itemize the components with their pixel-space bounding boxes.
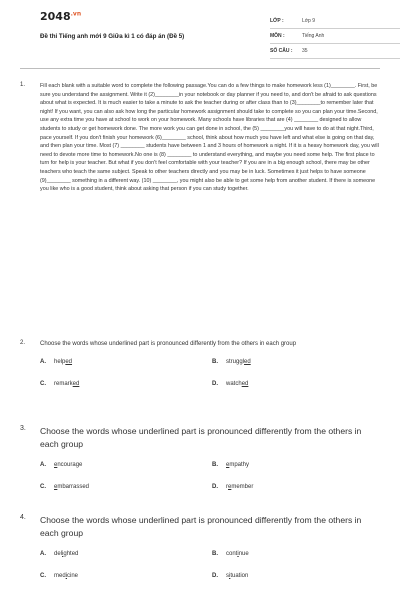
- options-group: [40, 462, 380, 522]
- underlined-part: i: [65, 573, 68, 579]
- exam-meta-table: [270, 14, 400, 59]
- word-part: ncourage: [57, 462, 83, 468]
- options-group: [40, 359, 380, 419]
- option-b[interactable]: [212, 359, 251, 365]
- option-c[interactable]: [40, 381, 79, 387]
- option-letter: D.: [212, 573, 218, 579]
- meta-value: Tiếng Anh: [302, 33, 325, 39]
- word-part: med: [54, 573, 66, 579]
- option-c[interactable]: [40, 573, 78, 579]
- question-number: 1.: [20, 82, 26, 88]
- word-part: mbarrassed: [57, 484, 90, 490]
- word-part: mpathy: [229, 462, 250, 468]
- word-part: cont: [226, 551, 238, 557]
- option-b[interactable]: [212, 551, 249, 557]
- underlined-part: e: [228, 484, 232, 490]
- word-part: ghted: [63, 551, 79, 557]
- word-part: nue: [238, 551, 249, 557]
- question-3: [20, 425, 380, 522]
- option-d[interactable]: [212, 573, 248, 579]
- word-part: struggl: [226, 359, 245, 365]
- meta-row-subject: [270, 29, 400, 44]
- word-part: s: [226, 573, 229, 579]
- meta-key: SỐ CÂU :: [270, 48, 293, 54]
- word-part: watch: [226, 381, 242, 387]
- option-letter: A.: [40, 359, 46, 365]
- option-d[interactable]: [212, 381, 248, 387]
- header-divider: [20, 68, 380, 69]
- word-part: cine: [67, 573, 79, 579]
- question-stem: Choose the words whose underlined part is pronounced differently from the others in each group: [40, 341, 297, 347]
- question-number: 3.: [20, 425, 26, 432]
- option-b[interactable]: [212, 462, 249, 468]
- meta-key: LỚP :: [270, 18, 284, 24]
- underlined-part: ed: [65, 359, 73, 365]
- option-letter: B.: [212, 462, 218, 468]
- meta-row-count: [270, 44, 400, 59]
- meta-row-class: [270, 14, 400, 29]
- word-part: del: [54, 551, 63, 557]
- option-c[interactable]: [40, 484, 89, 490]
- question-number: 2.: [20, 340, 26, 346]
- options-group: [40, 551, 380, 600]
- word-part: tuation: [230, 573, 249, 579]
- question-stem: Choose the words whose underlined part is pronounced differently from the others in each group: [40, 515, 362, 538]
- underlined-part: i: [237, 551, 239, 557]
- word-part: member: [231, 484, 254, 490]
- meta-key: MÔN :: [270, 33, 285, 39]
- reading-passage: Fill each blank with a suitable word to complete the following passage.You can do a few things to make homework less (1)________. First, be sure you understand the assignment. Write it (2)________in your notebook or day planner if you need to, and don't be afraid to ask questions about what is expected. It is much easier to take a minute to ask the teacher during or after class than to (3)________to remember later that night! If you want, you can also ask how long the particular homework assignment should take to complete so you can plan your time.Second, use any extra time you have at school to work on your homework. Many schools have libraries that are (4) ________ designed to allow students to study or get homework done. The more work you can get done in school, the (5) ________you will have to do at that night.Third, pace yourself. If you don't finish your homework (6)________ school, think about how much you have left and what else is going on that day, and then plan your time. Most (7) ________ students have between 1 and 3 hours of homework a night. If it is a heavy homework day, you will need to devote more time to homework.No one is (8) ________ to understand everything, and maybe you need some help. The first place to turn for help is your teacher. But what if you don't feel comfortable with your teacher? If you are in a big enough school, there may be other teachers who teach the same subject. Speak to other teachers directly and you may be in luck. Sometimes it just helps to have someone (9)________ something in a different way. (10) ________, you might also be able to get some help from another student. If there is someone you like who is a good student, think about asking that person if you can study together.: [40, 83, 379, 193]
- logo-text: 2048: [40, 10, 71, 23]
- question-stem: Choose the words whose underlined part is pronounced differently from the others in each group: [40, 426, 362, 449]
- option-a[interactable]: [40, 462, 82, 468]
- question-2: [20, 340, 380, 419]
- option-letter: C.: [40, 381, 46, 387]
- option-letter: C.: [40, 573, 46, 579]
- word-part: r: [226, 484, 228, 490]
- site-logo[interactable]: [40, 10, 81, 23]
- page-header: [20, 0, 380, 66]
- logo-suffix: .vn: [70, 10, 82, 18]
- question-4: [20, 514, 380, 600]
- option-letter: D.: [212, 381, 218, 387]
- meta-value: Lớp 9: [302, 18, 316, 24]
- word-part: remark: [54, 381, 73, 387]
- underlined-part: i: [62, 551, 64, 557]
- underlined-part: ed: [72, 381, 80, 387]
- underlined-part: ed: [241, 381, 249, 387]
- word-part: help: [54, 359, 66, 365]
- question-1: [20, 82, 380, 194]
- underlined-part: e: [226, 462, 230, 468]
- underlined-part: ed: [244, 359, 251, 365]
- option-letter: C.: [40, 484, 46, 490]
- meta-value: 35: [302, 48, 308, 54]
- option-letter: A.: [40, 462, 46, 468]
- underlined-part: e: [54, 484, 58, 490]
- underlined-part: e: [54, 462, 58, 468]
- option-a[interactable]: [40, 551, 78, 557]
- exam-title: Đề thi Tiếng anh mới 9 Giữa kì 1 có đáp án (Đề 5): [40, 33, 185, 40]
- question-number: 4.: [20, 514, 26, 521]
- option-a[interactable]: [40, 359, 72, 365]
- underlined-part: i: [229, 573, 231, 579]
- option-d[interactable]: [212, 484, 253, 490]
- option-letter: B.: [212, 359, 218, 365]
- option-letter: D.: [212, 484, 218, 490]
- option-letter: B.: [212, 551, 218, 557]
- option-letter: A.: [40, 551, 46, 557]
